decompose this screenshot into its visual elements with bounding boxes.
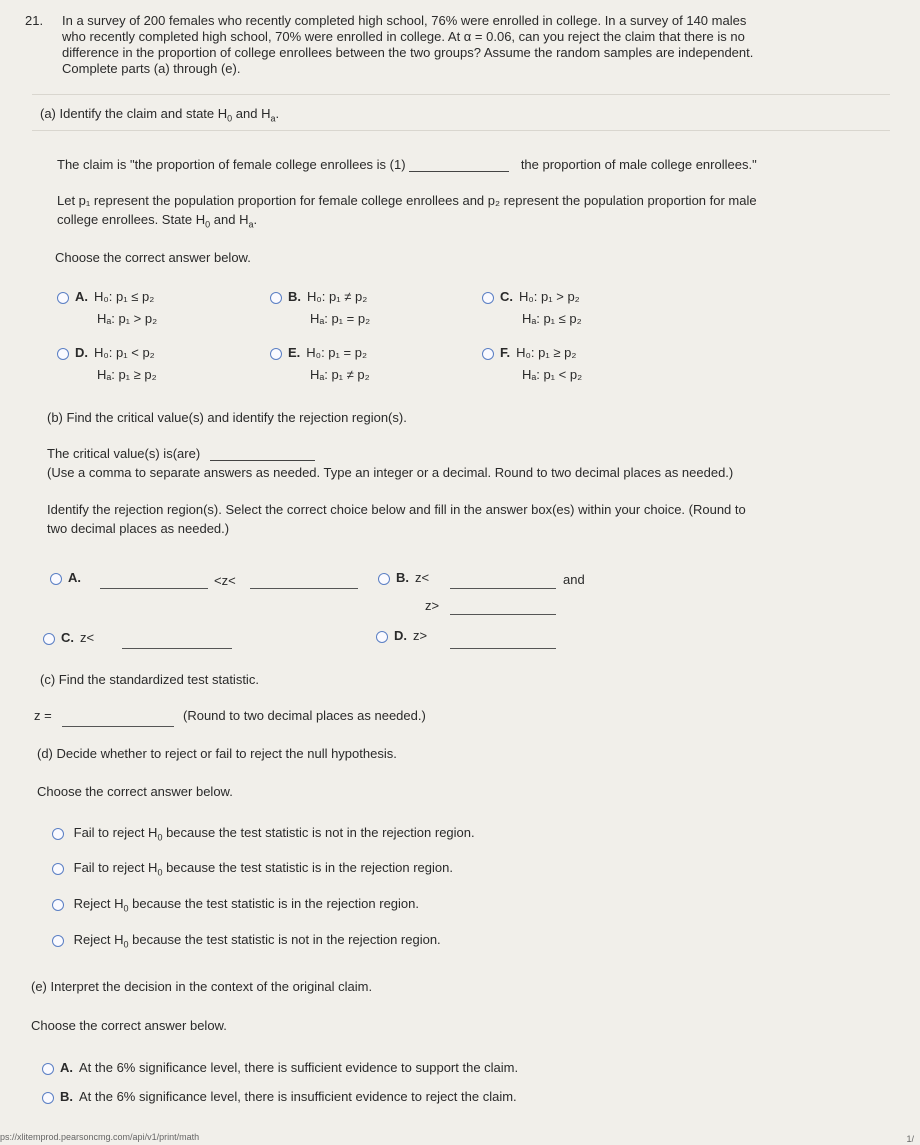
divider (32, 130, 890, 131)
rejection-b-lower-input[interactable] (450, 588, 556, 589)
rejection-a-between: <z< (214, 573, 236, 588)
rejection-d-input[interactable] (450, 648, 556, 649)
hypothesis-option-e[interactable]: E. H₀: p₁ = p₂ Hₐ: p₁ ≠ p₂ (270, 342, 370, 386)
question-line: In a survey of 200 females who recently completed high school, 76% were enrolled in college. In a survey of 140 males (62, 13, 747, 28)
claim-sentence: The claim is "the proportion of female college enrollees is (1) the proportion of male college enrollees." (57, 157, 757, 172)
decision-option-3[interactable]: Reject $H_0$ because the test statistic is in the rejection region. (52, 896, 419, 914)
part-a-header: (a) Identify the claim and state $H_0$ and $H_a$. (40, 106, 280, 124)
part-c-hint: (Round to two decimal places as needed.) (183, 708, 426, 723)
identify-line-1: Identify the rejection region(s). Select the correct choice below and fill in the answer box(es) within your choice. (Round to (47, 502, 746, 517)
rejection-b-and: and (563, 572, 585, 587)
rejection-option-d[interactable]: D. z> (376, 628, 427, 643)
radio-icon[interactable] (52, 899, 64, 911)
part-d-choose: Choose the correct answer below. (37, 784, 233, 799)
question-line: difference in the proportion of college enrollees between the two groups? Assume the random samples are independent. (62, 45, 754, 60)
rejection-b-upper-input[interactable] (450, 614, 556, 615)
radio-icon[interactable] (42, 1092, 54, 1104)
part-e-header: (e) Interpret the decision in the context of the original claim. (31, 979, 373, 994)
rejection-option-a[interactable]: A. (50, 570, 87, 585)
hypothesis-option-b[interactable]: B. H₀: p₁ ≠ p₂ Hₐ: p₁ = p₂ (270, 286, 370, 330)
let-line-1: Let p₁ represent the population proportion for female college enrollees and p₂ represent the population proportion for male (57, 193, 757, 208)
radio-icon[interactable] (52, 863, 64, 875)
part-a-choose: Choose the correct answer below. (55, 250, 251, 265)
hypothesis-option-f[interactable]: F. H₀: p₁ ≥ p₂ Hₐ: p₁ < p₂ (482, 342, 582, 386)
radio-icon[interactable] (43, 633, 55, 645)
divider (32, 94, 890, 95)
hypothesis-option-a[interactable]: A. H₀: p₁ ≤ p₂ Hₐ: p₁ > p₂ (57, 286, 157, 330)
question-line: who recently completed high school, 70% were enrolled in college. At α = 0.06, can you reject the claim that there is no (62, 29, 745, 44)
rejection-option-b[interactable]: B. z< (378, 570, 429, 585)
radio-icon[interactable] (57, 292, 69, 304)
decision-option-1[interactable]: Fail to reject $H_0$ because the test statistic is not in the rejection region. (52, 825, 475, 843)
part-e-choose: Choose the correct answer below. (31, 1018, 227, 1033)
critical-value-hint: (Use a comma to separate answers as needed. Type an integer or a decimal. Round to two decimal places as needed.) (47, 465, 734, 480)
question-text (62, 13, 892, 77)
decision-option-4[interactable]: Reject $H_0$ because the test statistic is not in the rejection region. (52, 932, 441, 950)
rejection-c-input[interactable] (122, 648, 232, 649)
hypothesis-option-c[interactable]: C. H₀: p₁ > p₂ Hₐ: p₁ ≤ p₂ (482, 286, 582, 330)
radio-icon[interactable] (52, 935, 64, 947)
radio-icon[interactable] (50, 573, 62, 585)
decision-option-2[interactable]: Fail to reject $H_0$ because the test statistic is in the rejection region. (52, 860, 453, 878)
radio-icon[interactable] (57, 348, 69, 360)
radio-icon[interactable] (482, 348, 494, 360)
radio-icon[interactable] (270, 292, 282, 304)
part-b-header: (b) Find the critical value(s) and identify the rejection region(s). (47, 410, 407, 425)
question-line: Complete parts (a) through (e). (62, 61, 241, 76)
part-d-header: (d) Decide whether to reject or fail to reject the null hypothesis. (37, 746, 397, 761)
footer-url: ps://xlitemprod.pearsoncmg.com/api/v1/print/math (0, 1132, 200, 1142)
z-label: z = (34, 708, 52, 723)
radio-icon[interactable] (482, 292, 494, 304)
test-statistic-input[interactable] (62, 726, 174, 727)
let-line-2: college enrollees. State $H_0$ and $H_a$. (57, 212, 258, 230)
interpret-option-b[interactable]: B. At the 6% significance level, there is insufficient evidence to reject the claim. (42, 1089, 517, 1104)
part-c-header: (c) Find the standardized test statistic. (40, 672, 259, 687)
rejection-a-upper-input[interactable] (250, 588, 358, 589)
claim-answer-blank[interactable] (409, 171, 509, 172)
rejection-b-z-greater: z> (425, 598, 440, 613)
hypothesis-option-d[interactable]: D. H₀: p₁ < p₂ Hₐ: p₁ ≥ p₂ (57, 342, 157, 386)
radio-icon[interactable] (42, 1063, 54, 1075)
rejection-a-lower-input[interactable] (100, 588, 208, 589)
rejection-option-c[interactable]: C. z< (43, 630, 94, 645)
radio-icon[interactable] (378, 573, 390, 585)
critical-value-prompt: The critical value(s) is(are) (47, 446, 315, 461)
radio-icon[interactable] (52, 828, 64, 840)
radio-icon[interactable] (376, 631, 388, 643)
page-number: 1/ (906, 1134, 914, 1144)
radio-icon[interactable] (270, 348, 282, 360)
critical-value-input[interactable] (210, 460, 315, 461)
question-number: 21. (25, 13, 44, 28)
interpret-option-a[interactable]: A. At the 6% significance level, there is sufficient evidence to support the claim. (42, 1060, 518, 1075)
identify-line-2: two decimal places as needed.) (47, 521, 230, 536)
